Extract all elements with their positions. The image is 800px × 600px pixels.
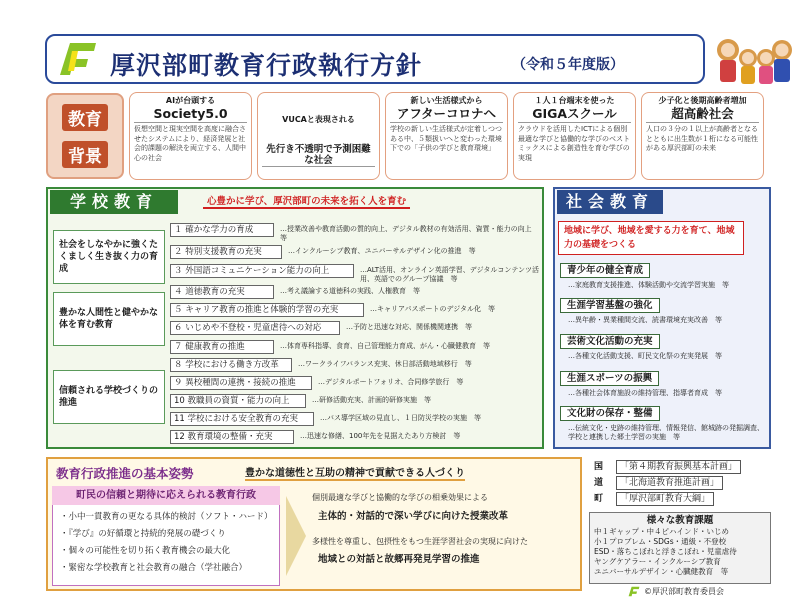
plan-level: 道: [594, 478, 604, 488]
background-card: [513, 92, 636, 180]
school-item-note: …ALT活用、オンライン英語学習、デジタルコンテンツ活用、英語でのグループ協議 等: [360, 266, 540, 283]
education-issues-title: 様々な教育課題: [646, 515, 714, 526]
school-item-label: ６ いじめや不登校・児童虐待への対応: [170, 321, 340, 335]
background-label-line1: 教育: [62, 104, 108, 131]
school-item-note: …考え議論する道徳科の実践、人権教育 等: [280, 287, 420, 295]
credit-text: ©厚沢部町教育委員会: [644, 587, 724, 596]
admin-stance-slogan: 豊かな道徳性と互助の精神で貢献できる人づくり: [245, 464, 465, 481]
school-item-note: …バス導学区域の見直し、１日防災学校の実施 等: [320, 414, 481, 422]
school-item-label: ７ 健康教育の推進: [170, 340, 274, 354]
card-caption: 新しい生活様式から: [410, 96, 483, 105]
school-item-label: ５ キャリア教育の推進と体験的学習の充実: [170, 303, 364, 317]
card-body: 仮想空間と現実空間を高度に融合させたシステムにより、経済発展と社会的課題の解決を両立する、人間中心の社会: [134, 125, 246, 162]
card-heading: Society5.0: [134, 106, 247, 123]
background-label: [46, 93, 124, 179]
school-group: 信頼される学校づくりの推進: [53, 370, 165, 424]
admin-text-bold: 主体的・対話的で深い学びに向けた授業改革: [318, 511, 509, 522]
card-heading: 先行き不透明で予測困難な社会: [262, 144, 375, 167]
social-item-note: …伝統文化・史跡の維持管理、情報発信、館城跡の発掘調査、学校と連携した郷土学習の実施 等: [568, 424, 764, 441]
education-issue-line: 中１ギャップ・中４ピハインド・いじめ: [594, 527, 729, 536]
school-item-note: …授業改善や教育活動の質的向上、デジタル教材の有効活用、資質・能力の向上 等: [280, 225, 539, 242]
education-issues-box: [589, 512, 771, 584]
school-item-label: 12 教育環境の整備・充実: [170, 430, 294, 444]
trust-item: ・個々の可能性を切り拓く教育機会の最大化: [60, 546, 231, 556]
arrow-right-icon: [286, 496, 306, 576]
education-issue-line: ユニバーサルデザイン・心臓健教育 等: [594, 567, 729, 576]
town-logo-small-icon: [628, 586, 640, 597]
plan-name: 「第４期教育振興基本計画」: [616, 460, 741, 474]
trust-item: ・小中一貫教育の更なる具体的検討（ソフト・ハード）: [60, 512, 273, 522]
social-item-note: …各種文化活動支援、町民文化祭の充実発展 等: [568, 352, 722, 360]
school-group: 社会をしなやかに強くたくましく生き抜く力の育成: [53, 230, 165, 284]
plan-name: 「厚沢部町教育大綱」: [616, 492, 714, 506]
school-item-label: 11 学校における安全教育の充実: [170, 412, 314, 426]
social-education-title: 社会教育: [557, 190, 663, 214]
school-item-label: 10 教職員の資質・能力の向上: [170, 394, 306, 408]
school-item-note: …ワークライフバランス充実、休日部活動地域移行 等: [298, 360, 472, 368]
card-caption: １人１台端末を使った: [534, 96, 615, 105]
card-heading: GIGAスクール: [518, 106, 631, 123]
mascot-characters-icon: [712, 32, 794, 96]
card-body: 学校の新しい生活様式が定着しつつある中、５類扱いへと変わった環境下での「子供の学びと教育環境」: [390, 125, 502, 152]
social-item-label: 生涯学習基盤の強化: [560, 298, 660, 313]
plan-level: 国: [594, 462, 604, 472]
background-card: [257, 92, 380, 180]
background-card: [641, 92, 764, 180]
page-title: 厚沢部町教育行政執行方針: [110, 51, 423, 80]
card-body: 人口の３分の１以上が高齢者となるとともに出生数が１桁になる可能性がある厚沢部町の未来: [646, 125, 758, 152]
trust-title: 町民の信頼と期待に応えられる教育行政: [52, 486, 280, 505]
card-caption: AIが台頭する: [165, 96, 216, 105]
social-item-note: …異年齢・異業種間交流、読書環境充実改善 等: [568, 316, 722, 324]
school-item-note: …研修活動充実、計画的研修実施 等: [312, 396, 431, 404]
social-item-label: 文化財の保存・整備: [560, 406, 660, 421]
school-education-slogan: 心豊かに学び、厚沢部町の未来を拓く人を育む: [203, 193, 410, 209]
trust-item: ・『学び』の好循環と持続的発展の礎づくり: [60, 529, 226, 539]
education-issue-line: ヤングケアラー・インクルーシブ教育: [594, 557, 721, 566]
card-heading: 超高齢社会: [646, 106, 759, 123]
school-item-label: １ 確かな学力の育成: [170, 223, 274, 237]
school-item-label: ３ 外国語コミュニケーション能力の向上: [170, 264, 354, 278]
social-item-note: …各種社会体育施設の維持管理、指導者育成 等: [568, 389, 722, 397]
card-body: クラウドを活用したICTによる個別最適な学びと協働的な学びのベストミックスによる創造性を育む学びの実現: [518, 125, 630, 162]
background-label-line2: 背景: [62, 141, 108, 168]
admin-text: 個別最適な学びと協働的な学びの相乗効果による: [312, 493, 488, 502]
admin-text-bold: 地域との対話と故郷再発見学習の推進: [318, 554, 480, 565]
admin-stance-title: 教育行政推進の基本姿勢: [56, 466, 194, 481]
school-item-note: …体育専科指導、食育、自己管理能力育成、がん・心臓健教育 等: [280, 342, 490, 350]
school-item-label: ８ 学校における働き方改革: [170, 358, 292, 372]
social-item-label: 青少年の健全育成: [560, 263, 650, 278]
school-education-title: 学校教育: [50, 190, 178, 214]
school-item-note: …インクルーシブ教育、ユニバーサルデザイン化の推進 等: [288, 247, 476, 255]
social-education-slogan: 地域に学び、地域を愛する力を育て、地域力の基礎をつくる: [558, 221, 744, 255]
school-item-note: …キャリアパスポートのデジタル化 等: [370, 305, 496, 313]
social-item-note: …家庭教育支援推進、体験活動や交流学習実施 等: [568, 281, 729, 289]
school-group: 豊かな人間性と健やかな体を育む教育: [53, 292, 165, 346]
trust-item: ・緊密な学校教育と社会教育の融合（学社融合）: [60, 563, 248, 573]
school-item-note: …予防と迅速な対応、関係機関連携 等: [346, 323, 472, 331]
school-item-note: …デジタルポートフォリオ、合同修学旅行 等: [318, 378, 464, 386]
school-item-label: ２ 特別支援教育の充実: [170, 245, 282, 259]
school-item-note: …迅速な修繕、100年先を見据えたあり方検討 等: [300, 432, 461, 440]
education-issue-line: 小１プロブレム・SDGs・通級・不登校: [594, 537, 727, 546]
admin-text: 多様性を尊重し、包摂性をもつ生涯学習社会の実現に向けた: [312, 537, 528, 546]
social-item-label: 生涯スポーツの振興: [560, 371, 659, 386]
plan-level: 町: [594, 494, 604, 504]
education-issue-line: ESD・落ちこぼれと浮きこぼれ・児童虐待: [594, 547, 737, 556]
page-subtitle: （令和５年度版）: [512, 57, 624, 73]
school-item-label: ９ 異校種間の連携・接続の推進: [170, 376, 312, 390]
card-caption: VUCAと表現される: [282, 115, 355, 124]
card-heading: アフターコロナへ: [390, 106, 503, 123]
card-caption: 少子化と後期高齢者増加: [658, 96, 747, 105]
background-card: [385, 92, 508, 180]
plan-name: 「北海道教育推進計画」: [616, 476, 723, 490]
school-item-label: ４ 道徳教育の充実: [170, 285, 274, 299]
background-card: [129, 92, 252, 180]
social-item-label: 芸術文化活動の充実: [560, 334, 660, 349]
town-logo-icon: [58, 41, 98, 77]
